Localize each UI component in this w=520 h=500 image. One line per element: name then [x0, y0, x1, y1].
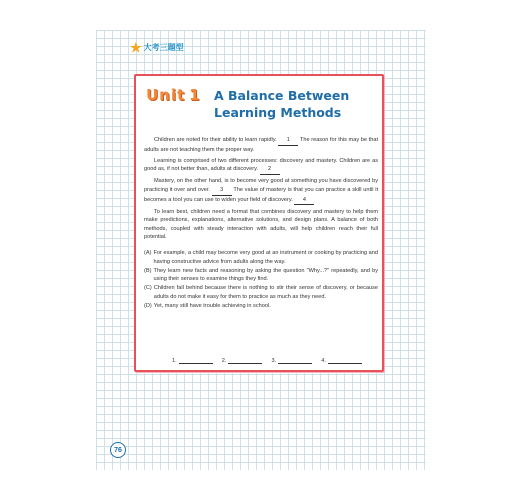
option-list [144, 249, 378, 311]
paragraph-3: Mastery, on the other hand, is to become very good at something you have discovered by practicing it over and over. 3 The value of mastery is that you can practice a skill until it becomes a tool you can use to widen your field of discovery. 4 [144, 177, 378, 205]
answer-3[interactable]: 3. [272, 357, 313, 364]
option-b[interactable]: (B) They learn new facts and reasoning by asking the question "Why...?" repeatedly, and by using their senses to examine things they find. [144, 267, 378, 283]
answer-3-line[interactable] [278, 357, 312, 364]
answer-1[interactable]: 1. [172, 357, 213, 364]
answer-1-line[interactable] [179, 357, 213, 364]
paragraph-2: Learning is comprised of two different processes: discovery and mastery. Children are as good as, if not better than, adults at discovery. 2 [144, 157, 378, 175]
section-tag-label: 大考三題型 [143, 42, 184, 52]
blank-2[interactable]: 2 [260, 165, 280, 175]
unit-heading [146, 86, 378, 120]
page-number: 76 [110, 442, 126, 458]
answer-2-line[interactable] [228, 357, 262, 364]
star-icon: ★ [130, 39, 142, 55]
passage [144, 136, 378, 311]
blank-4[interactable]: 4 [294, 196, 314, 206]
blank-1[interactable]: 1 [278, 136, 298, 146]
exercise-card [134, 74, 384, 372]
answer-row [172, 357, 362, 364]
answer-4[interactable]: 4. [321, 357, 362, 364]
paragraph-4: To learn best, children need a format that combines discovery and mastery to help them make predictions, explanations, alternative solutions, and design plans. A balance of both methods, coupled with steady interaction with adults, will help children reach their full potential. [144, 208, 378, 241]
unit-number: 1 [189, 86, 200, 104]
option-a[interactable]: (A) For example, a child may become very good at an instrument or cooking by practicing and having constructive advice from adults along the way. [144, 250, 378, 265]
option-d[interactable]: (D) Yet, many still have trouble achieving in school. [144, 303, 271, 310]
answer-4-line[interactable] [328, 357, 362, 364]
option-c[interactable]: (C) Children fall behind because there is nothing to stir their sense of discovery, or because adults do not make it easy for them to practice as much as they need. [144, 285, 378, 300]
unit-label: Unit [146, 86, 186, 104]
unit-title: A Balance Between Learning Methods [214, 88, 350, 120]
answer-2[interactable]: 2. [222, 357, 263, 364]
paragraph-1: Children are noted for their ability to learn rapidly. 1 The reason for this may be that adults are not teaching them the proper way. [144, 137, 379, 153]
blank-3[interactable]: 3 [212, 186, 232, 196]
section-tag [130, 40, 184, 54]
